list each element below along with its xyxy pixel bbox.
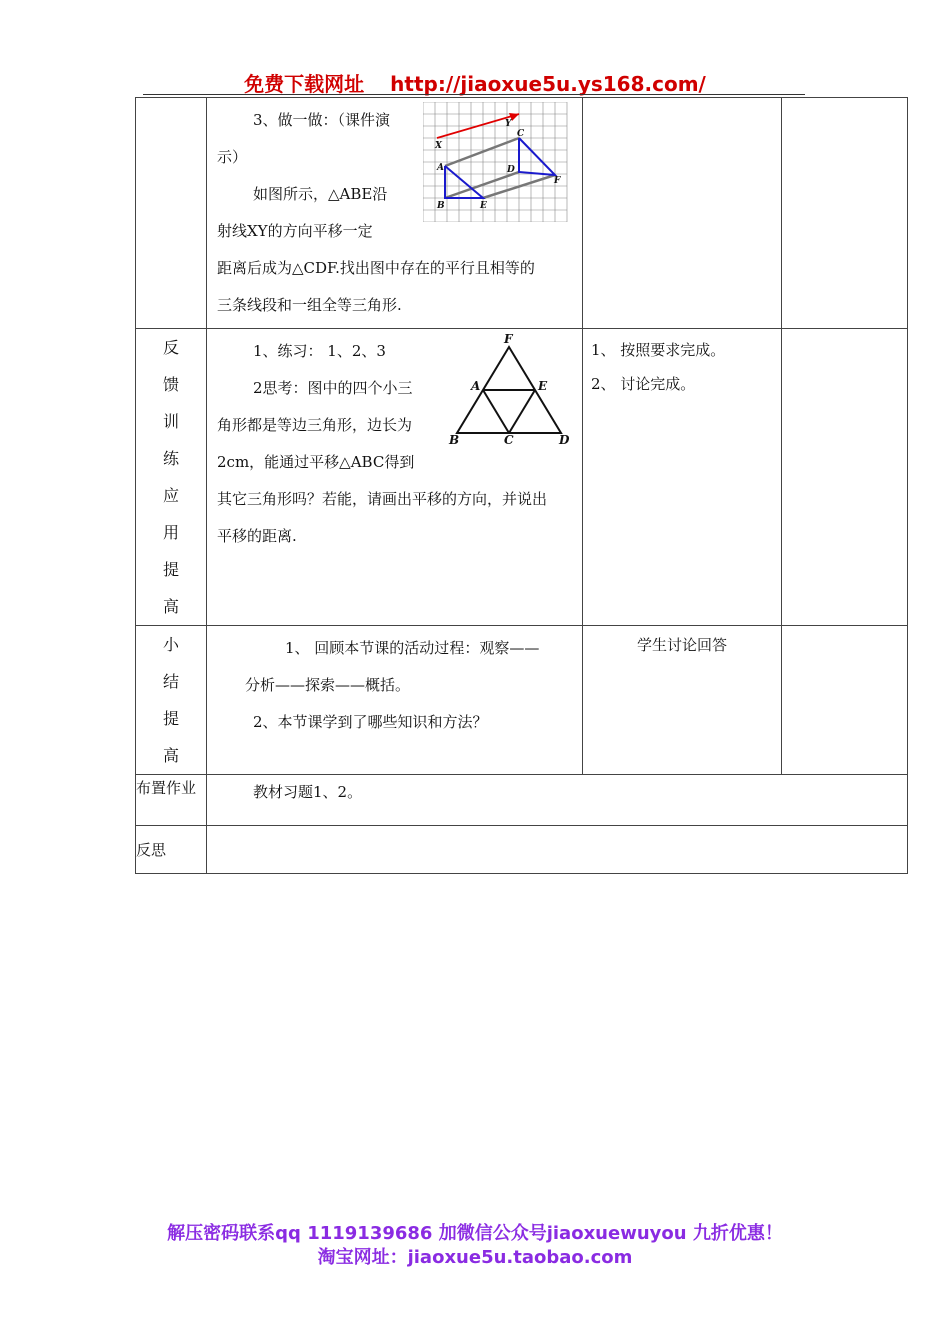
practice-line-4: 射线XY的方向平移一定 (217, 222, 373, 240)
mid-line-ac (483, 390, 509, 433)
summary-line-3: 2、本节课学到了哪些知识和方法？ (253, 713, 488, 731)
reflection-content (207, 826, 908, 874)
practice-line-3: 如图所示，△ABE沿 (253, 185, 388, 203)
row-practice-content (207, 98, 583, 329)
label-char: 应 (162, 486, 179, 505)
mid-line-ec (509, 390, 535, 433)
label-b: B (437, 201, 445, 211)
row-feedback (136, 329, 908, 626)
label-e: E (480, 201, 487, 211)
row-summary (136, 626, 908, 775)
label-d: D (559, 433, 570, 445)
row-reflection (136, 826, 908, 874)
row-summary-notes-cell (782, 626, 908, 775)
label-a: A (437, 163, 444, 173)
footer-line-2[interactable]: 淘宝网址：jiaoxue5u.taobao.com (317, 1247, 633, 1268)
student-item-2: 2、 讨论完成。 (591, 375, 696, 393)
page-header (0, 68, 950, 97)
practice-line-6: 三条线段和一组全等三角形. (217, 296, 402, 314)
grid-translation-figure (423, 102, 571, 222)
header-url[interactable]: http://jiaoxue5u.ys168.com/ (390, 72, 706, 96)
label-char: 练 (162, 449, 179, 468)
label-char: 用 (162, 523, 179, 542)
summary-line-2: 分析——探索——概括。 (245, 676, 411, 694)
reflection-label: 反思 (136, 826, 207, 874)
homework-content-cell (207, 775, 908, 826)
feedback-line-1: 1、练习： 1、2、3 (253, 342, 386, 360)
label-d: D (507, 165, 515, 175)
homework-label: 布置作业 (136, 775, 207, 826)
practice-line-2: 示） (217, 148, 248, 166)
header-rule (143, 94, 805, 95)
label-char: 提 (162, 709, 179, 728)
label-char: 小 (162, 635, 179, 654)
translation-lines (445, 138, 555, 198)
label-c: C (504, 433, 514, 445)
footer-line-1: 解压密码联系qq 1119139686 加微信公众号jiaoxuewuyou 九折优惠！ (167, 1223, 783, 1244)
summary-line-1: 1、 回顾本节课的活动过程：观察—— (285, 639, 540, 657)
label-f: F (554, 176, 561, 186)
row-feedback-notes-cell (782, 329, 908, 626)
label-f: F (504, 333, 513, 346)
triangle-abe (445, 166, 483, 198)
label-a: A (471, 379, 481, 393)
row-summary-label (136, 626, 207, 775)
row-feedback-student (583, 329, 782, 626)
homework-content: 教材习题1、2。 (253, 783, 363, 801)
row-practice-label-cell (136, 98, 207, 329)
label-char: 反 (162, 338, 179, 357)
header-label: 免费下载网址 (244, 72, 365, 96)
practice-line-5: 距离后成为△CDF.找出图中存在的平行且相等的 (217, 259, 535, 277)
feedback-line-5: 其它三角形吗？若能，请画出平移的方向，并说出 (217, 490, 548, 508)
row-homework (136, 775, 908, 826)
feedback-line-6: 平移的距离. (217, 527, 297, 545)
label-c: C (517, 129, 525, 139)
row-feedback-label (136, 329, 207, 626)
row-practice (136, 98, 908, 329)
label-y: Y (505, 119, 512, 129)
label-char: 高 (162, 597, 179, 616)
label-char: 结 (162, 672, 179, 691)
label-char: 高 (162, 746, 179, 765)
label-char: 训 (162, 412, 179, 431)
label-char: 提 (162, 560, 179, 579)
label-b: B (449, 433, 460, 445)
row-practice-notes-cell (782, 98, 908, 329)
lesson-table (135, 97, 908, 874)
practice-line-1: 3、做一做：（课件演 (253, 111, 391, 129)
row-summary-student (583, 626, 782, 775)
label-e: E (538, 379, 548, 393)
equilateral-triangles-figure (445, 333, 575, 445)
row-summary-content (207, 626, 583, 775)
row-practice-student-cell (583, 98, 782, 329)
label-char: 馈 (162, 375, 179, 394)
row-feedback-content (207, 329, 583, 626)
triangle-cdf (519, 138, 555, 175)
feedback-line-2: 2思考：图中的四个小三 (253, 379, 413, 397)
feedback-line-3: 角形都是等边三角形，边长为 (217, 416, 413, 434)
label-x: X (435, 141, 442, 151)
feedback-line-4: 2cm，能通过平移△ABC得到 (217, 453, 415, 471)
summary-student-response: 学生讨论回答 (636, 636, 727, 654)
student-item-1: 1、 按照要求完成。 (591, 341, 726, 359)
